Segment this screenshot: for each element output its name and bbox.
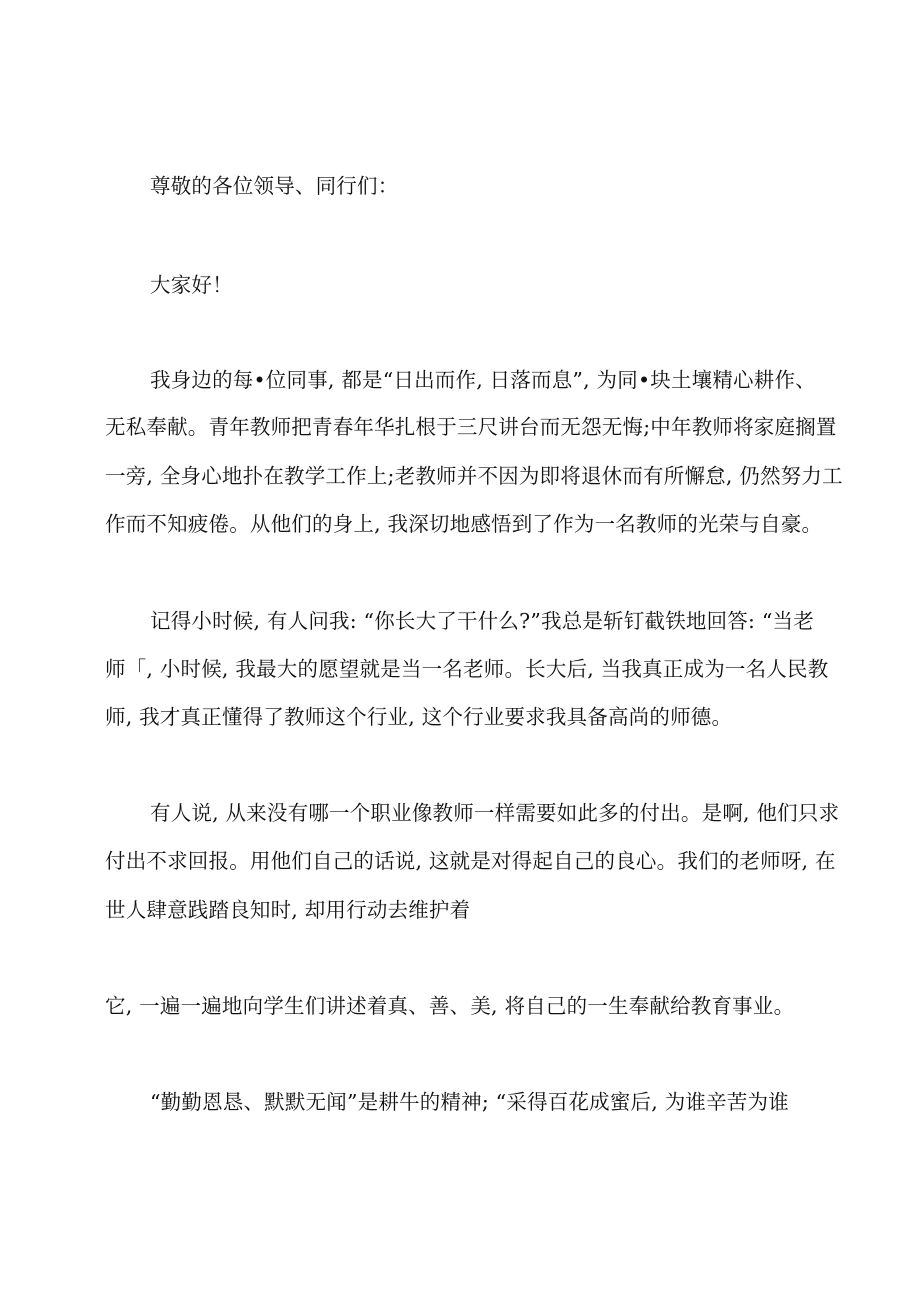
paragraph-2-line-2: 师「, 小时候, 我最大的愿望就是当一名老师。长大后, 当我真正成为一名人民教 (105, 657, 829, 681)
paragraph-3-line-1: 有人说, 从来没有哪一个职业像教师一样需要如此多的付出。是啊, 他们只求 (150, 801, 840, 825)
paragraph-3-line-3: 世人肆意践踏良知时, 却用行动去维护着 (105, 898, 471, 922)
paragraph-1-line-2: 无私奉献。青年教师把青春年华扎根于三尺讲台而无怨无悔;中年教师将家庭搁置 (105, 415, 837, 439)
paragraph-2-line-1: 记得小时候, 有人问我: “你长大了干什么?”我总是斩钉截铁地回答: “当老 (150, 609, 814, 633)
paragraph-5-line-1: “勤勤恩恳、默默无闻”是耕牛的精神; “采得百花成蜜后, 为谁辛苦为谁 (150, 1090, 789, 1114)
greeting: 大家好！ (150, 273, 233, 297)
paragraph-3-line-2: 付出不求回报。用他们自己的话说, 这就是对得起自己的良心。我们的老师呀, 在 (105, 849, 836, 873)
paragraph-4-line-1: 它, 一遍一遍地向学生们讲述着真、善、美, 将自己的一生奉献给教育事业。 (105, 994, 795, 1018)
paragraph-2-line-3: 师, 我才真正懂得了教师这个行业, 这个行业要求我具备高尚的师德。 (105, 705, 733, 729)
paragraph-1-line-3: 一旁, 全身心地扑在教学工作上;老教师并不因为即将退休而有所懈怠, 仍然努力工 (105, 464, 843, 488)
salutation: 尊敬的各位领导、同行们： (150, 174, 399, 198)
paragraph-1-line-1: 我身边的每•位同事, 都是“日出而作, 日落而息”, 为同•块土壤精心耕作、 (150, 368, 816, 392)
paragraph-1-line-4: 作而不知疲倦。从他们的身上, 我深切地感悟到了作为一名教师的光荣与自豪。 (105, 512, 823, 536)
